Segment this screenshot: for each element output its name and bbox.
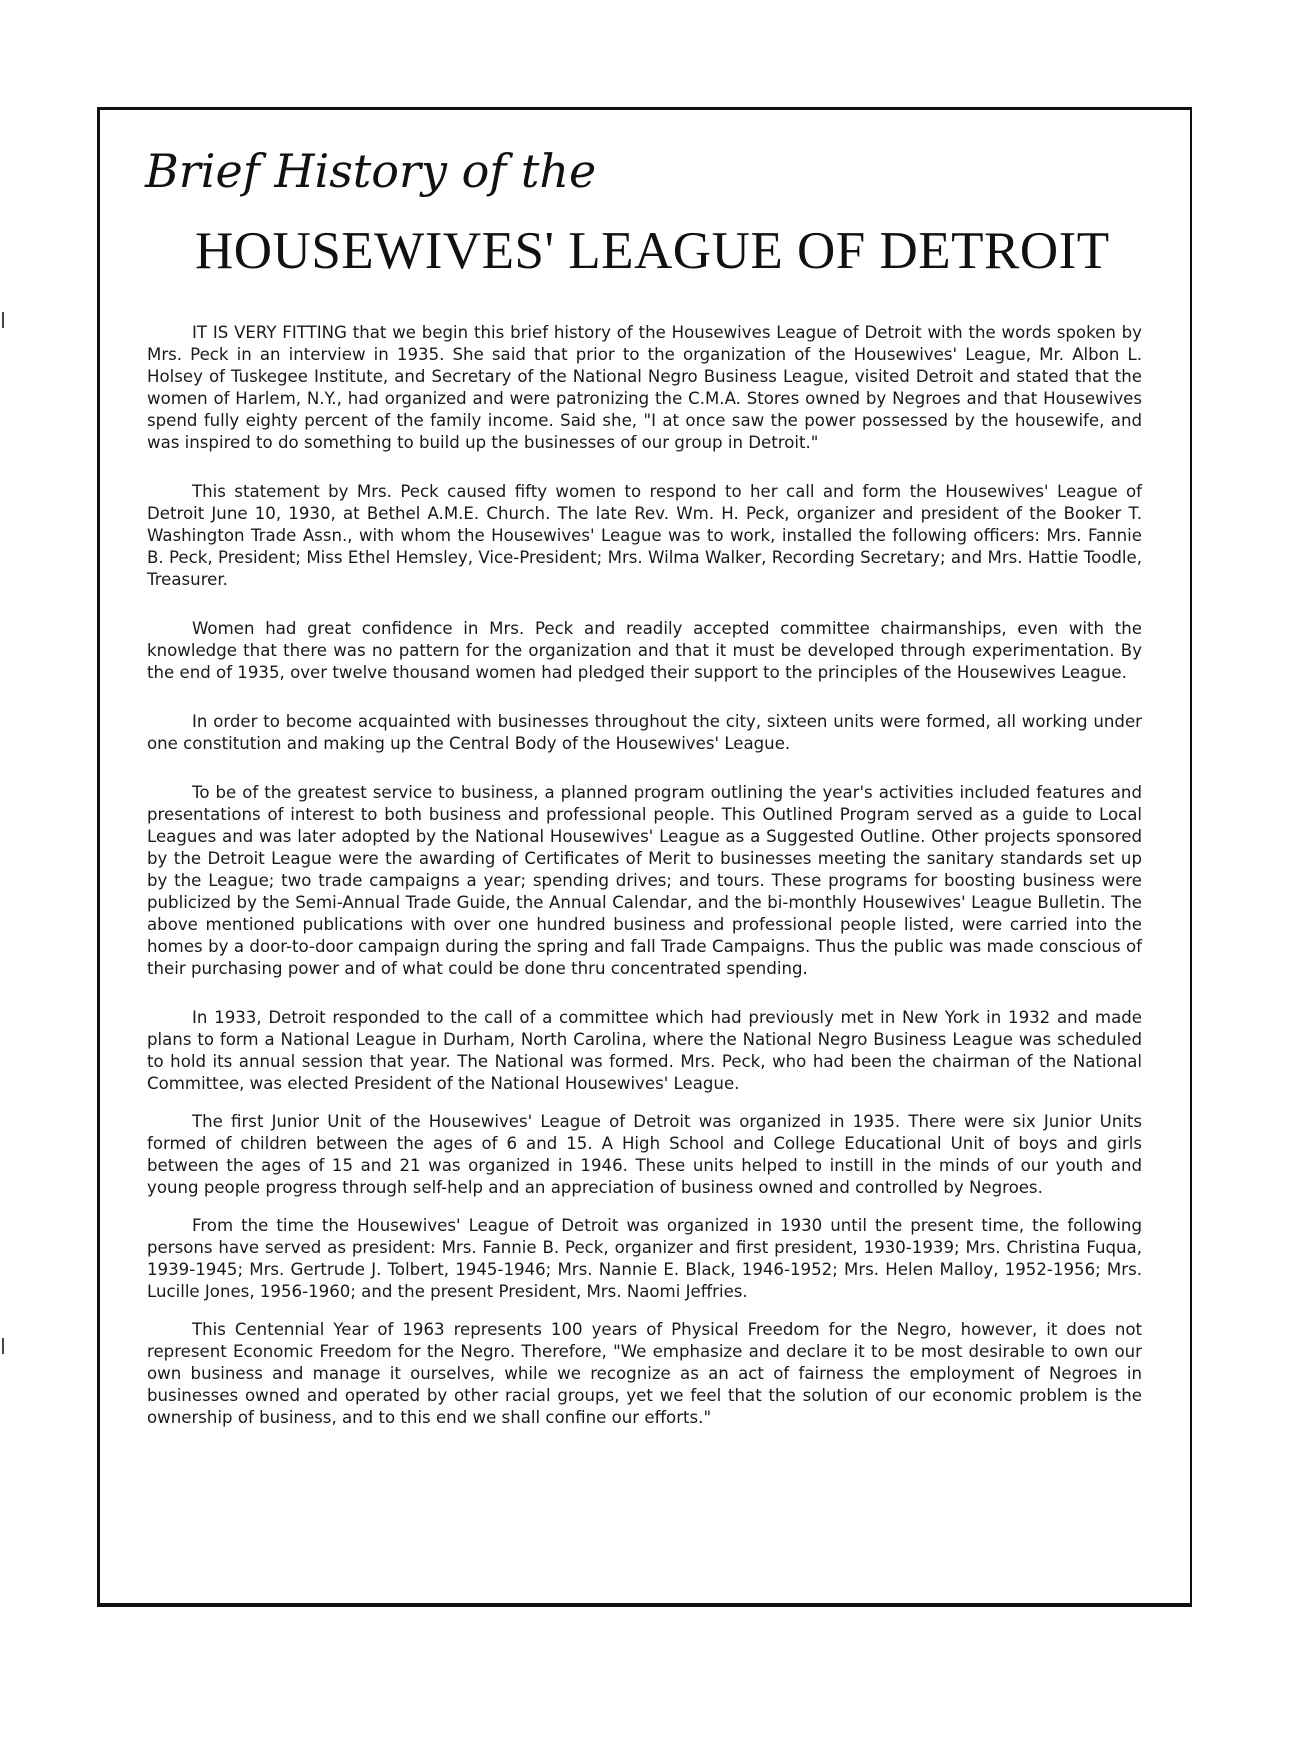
paragraph-intro: IT IS VERY FITTING that we begin this brief history of the Housewives League of Detroit with the words spoken by Mrs. Peck in an interview in 1935. She said that prior to the organization of the Housewives' League, Mr. Albon L. Holsey of Tuskegee Institute, and Secretary of the National Negro Business League, visited Detroit and stated that the women of Harlem, N.Y., had organized and were patronizing the C.M.A. Stores owned by Negroes and that Housewives spend fully eighty percent of the family income. Said she, "I at once saw the power possessed by the housewife, and was inspired to do something to build up the businesses of our group in Detroit." (147, 323, 1142, 452)
margin-mark (2, 312, 4, 328)
paragraph-junior-units: The first Junior Unit of the Housewives' League of Detroit was organized in 1935. There were six Junior Units formed of children between the ages of 6 and 15. A High School and College Educational Unit of boys and girls between the ages of 15 and 21 was organized in 1946. These units helped to instill in the minds of our youth and young people progress through self-help and an appreciation of business owned and controlled by Negroes. (147, 1112, 1142, 1197)
margin-mark (2, 1338, 4, 1354)
paragraph-founding: This statement by Mrs. Peck caused fifty women to respond to her call and form the Housewives' League of Detroit June 10, 1930, at Bethel A.M.E. Church. The late Rev. Wm. H. Peck, organizer and president of the Booker T. Washington Trade Assn., with whom the Housewives' League was to work, installed the following officers: Mrs. Fannie B. Peck, President; Miss Ethel Hemsley, Vice-President; Mrs. Wilma Walker, Recording Secretary; and Mrs. Hattie Toodle, Treasurer. (147, 482, 1142, 589)
paragraph-presidents: From the time the Housewives' League of Detroit was organized in 1930 until the present time, the following persons have served as president: Mrs. Fannie B. Peck, organizer and first president, 1930-1939; Mrs. Christina Fuqua, 1939-1945; Mrs. Gertrude J. Tolbert, 1945-1946; Mrs. Nannie E. Black, 1946-1952; Mrs. Helen Malloy, 1952-1956; Mrs. Lucille Jones, 1956-1960; and the present President, Mrs. Naomi Jeffries. (147, 1216, 1142, 1301)
page-title-script: Brief History of the (145, 144, 597, 198)
paragraph-program: To be of the greatest service to business, a planned program outlining the year's activities included features and presentations of interest to both business and professional people. This Outlined Program served as a guide to Local Leagues and was later adopted by the National Housewives' League as a Suggested Outline. Other projects sponsored by the Detroit League were the awarding of Certificates of Merit to businesses meeting the sanitary standards set up by the League; two trade campaigns a year; spending drives; and tours. These programs for boosting business were publicized by the Semi-Annual Trade Guide, the Annual Calendar, and the bi-monthly Housewives' League Bulletin. The above mentioned publications with over one hundred business and professional people listed, were carried into the homes by a door-to-door campaign during the spring and fall Trade Campaigns. Thus the public was made conscious of their purchasing power and of what could be done thru concentrated spending. (147, 783, 1142, 978)
paragraph-growth: Women had great confidence in Mrs. Peck and readily accepted committee chairmanships, even with the knowledge that there was no pattern for the organization and that it must be developed through experimentation. By the end of 1935, over twelve thousand women had pledged their support to the principles of the Housewives League. (147, 619, 1142, 682)
paragraph-units: In order to become acquainted with businesses throughout the city, sixteen units were formed, all working under one constitution and making up the Central Body of the Housewives' League. (147, 712, 1142, 753)
article-body (147, 322, 1142, 1445)
paragraph-national: In 1933, Detroit responded to the call of a committee which had previously met in New York in 1932 and made plans to form a National League in Durham, North Carolina, where the National Negro Business League was scheduled to hold its annual session that year. The National was formed. Mrs. Peck, who had been the chairman of the National Committee, was elected President of the National Housewives' League. (147, 1008, 1142, 1093)
page-title-main: HOUSEWIVES' LEAGUE OF DETROIT (195, 222, 1110, 280)
paragraph-centennial: This Centennial Year of 1963 represents 100 years of Physical Freedom for the Negro, however, it does not represent Economic Freedom for the Negro. Therefore, "We emphasize and declare it to be most desirable to own our own business and manage it ourselves, while we recognize as an act of fairness the employment of Negroes in businesses owned and operated by other racial groups, yet we feel that the solution of our economic problem is the ownership of business, and to this end we shall confine our efforts." (147, 1320, 1142, 1427)
